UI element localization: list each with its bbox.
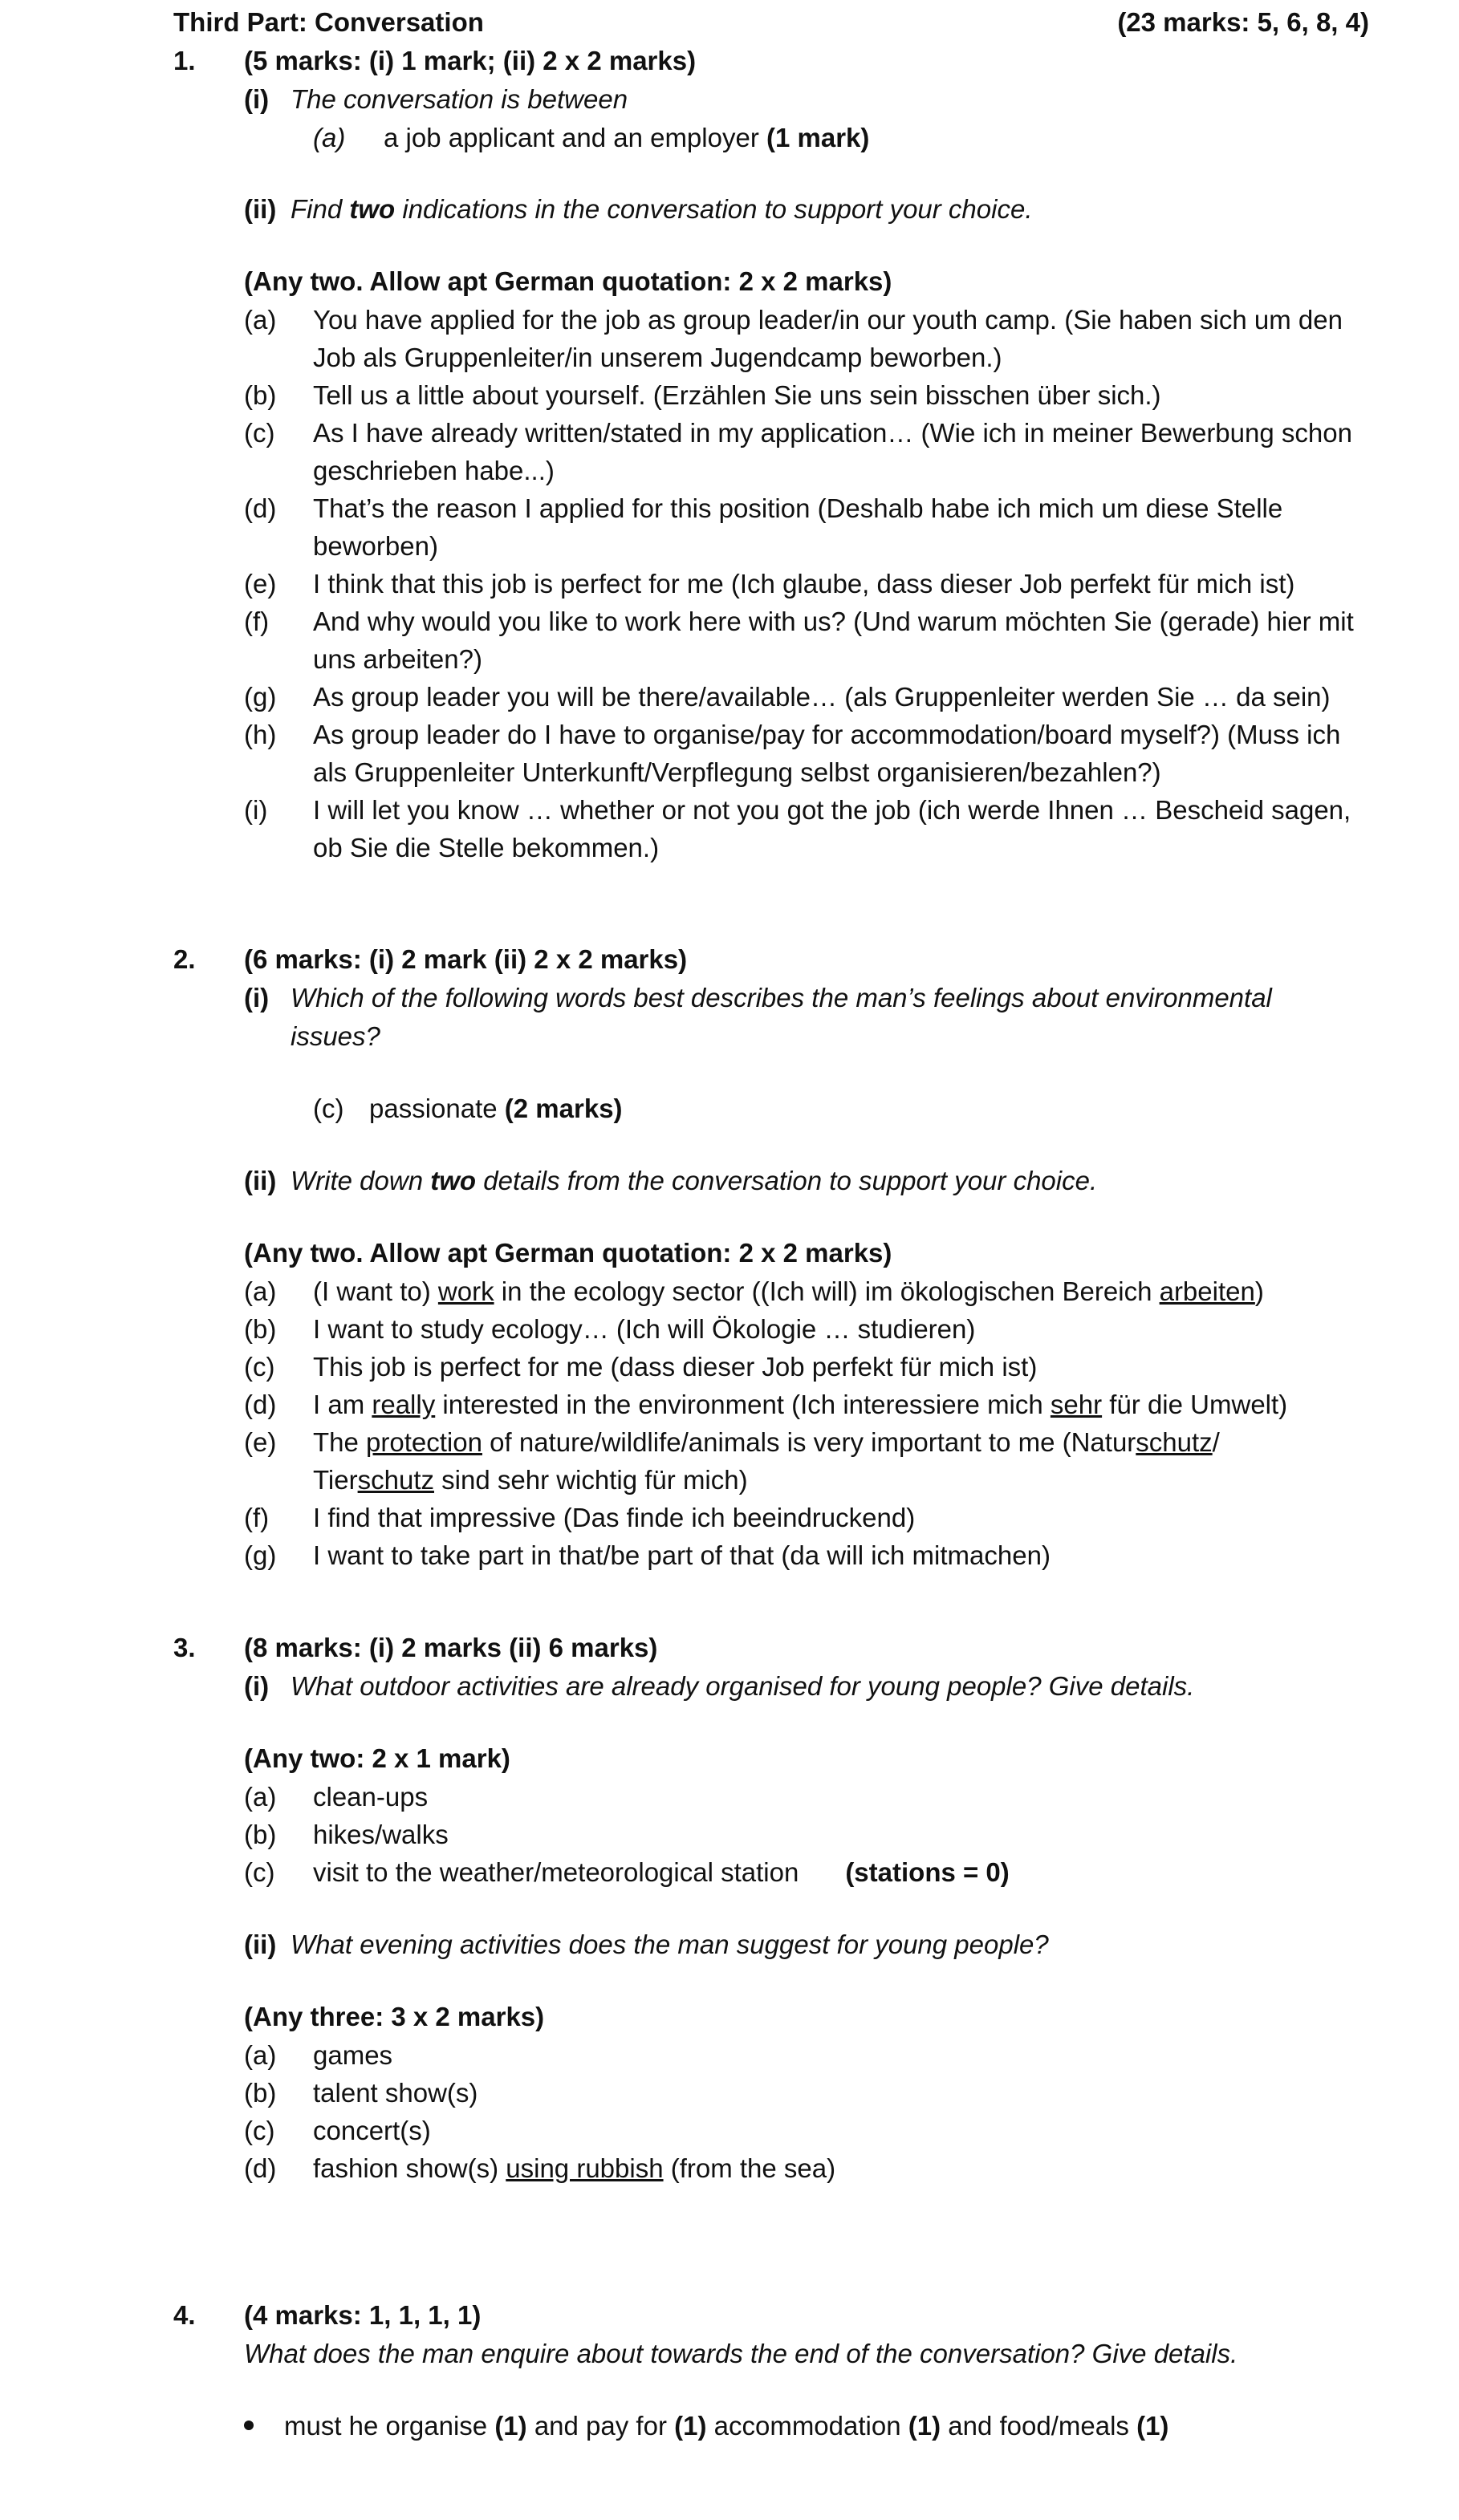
- q4-question: What does the man enquire about towards the end of the conversation? Give details.: [244, 2339, 1238, 2368]
- q4-number: 4.: [173, 2300, 196, 2330]
- q3-part-ii-instruction: (Any three: 3 x 2 marks): [244, 2002, 545, 2031]
- list-item: (b) I want to study ecology… (Ich will Ökologie … studieren): [244, 1314, 976, 1344]
- q3-marks: (8 marks: (i) 2 marks (ii) 6 marks): [244, 1633, 658, 1662]
- list-item: (a) You have applied for the job as group leader/in our youth camp. (Sie haben sich um den Job als Gruppenleiter/in unserem Jugendcamp beworben.): [244, 305, 1343, 372]
- list-item: (f) And why would you like to work here with us? (Und warum möchten Sie (gerade) hier mit uns arbeiten?): [244, 607, 1354, 674]
- q1-part-ii-question: (ii) Find two indications in the conversation to support your choice.: [244, 194, 1033, 224]
- list-item: (d) That’s the reason I applied for this position (Deshalb habe ich mich um diese Stelle beworben): [244, 493, 1283, 561]
- q2-part-ii-question: (ii) Write down two details from the conversation to support your choice.: [244, 1166, 1098, 1195]
- q2-part-i-question-line2: issues?: [291, 1021, 380, 1051]
- q2-any-two-instruction: (Any two. Allow apt German quotation: 2 x 2 marks): [244, 1238, 892, 1268]
- list-item: (b) hikes/walks: [244, 1820, 449, 1849]
- list-item: (e) The protection of nature/wildlife/animals is very important to me (Naturschutz/ Tierschutz sind sehr wichtig für mich): [244, 1427, 1220, 1495]
- section-total-marks: (23 marks: 5, 6, 8, 4): [1117, 7, 1369, 37]
- list-item: (c) As I have already written/stated in my application… (Wie ich in meiner Bewerbung schon geschrieben habe...): [244, 418, 1352, 485]
- list-item: (f) I find that impressive (Das finde ich beeindruckend): [244, 1503, 916, 1532]
- bullet-icon: [244, 2421, 254, 2430]
- section-header: [173, 3, 1369, 43]
- list-item: (c) This job is perfect for me (dass dieser Job perfekt für mich ist): [244, 1352, 1038, 1382]
- q3-part-i-instruction: (Any two: 2 x 1 mark): [244, 1743, 510, 1773]
- q4-answer-bullet: must he organise (1) and pay for (1) accommodation (1) and food/meals (1): [244, 2407, 1168, 2445]
- list-item: (a) clean-ups: [244, 1782, 429, 1812]
- list-item: (e) I think that this job is perfect for me (Ich glaube, dass dieser Job perfekt für mich ist): [244, 569, 1295, 599]
- q3-part-ii-question: (ii) What evening activities does the man suggest for young people?: [244, 1930, 1049, 1959]
- q1-any-two-instruction: (Any two. Allow apt German quotation: 2 x 2 marks): [244, 266, 892, 296]
- list-item: (a) (I want to) work in the ecology sector ((Ich will) im ökologischen Bereich arbeiten): [244, 1276, 1264, 1306]
- q2-answer-list: [244, 1272, 1368, 1574]
- list-item: (i) I will let you know … whether or not you got the job (ich werde Ihnen … Bescheid sagen, ob Sie die Stelle bekommen.): [244, 795, 1351, 862]
- q2-part-i-answer: (c) passionate (2 marks): [313, 1094, 623, 1123]
- q2-number: 2.: [173, 944, 196, 974]
- list-item: (a) games: [244, 2040, 393, 2070]
- q1-marks: (5 marks: (i) 1 mark; (ii) 2 x 2 marks): [244, 46, 697, 75]
- q4-marks: (4 marks: 1, 1, 1, 1): [244, 2300, 482, 2330]
- q3-part-i-question: (i) What outdoor activities are already organised for young people? Give details.: [244, 1671, 1195, 1701]
- q1-number: 1.: [173, 46, 196, 75]
- list-item: (b) Tell us a little about yourself. (Erzählen Sie uns sein bisschen über sich.): [244, 380, 1161, 410]
- q1-part-i-answer: (a) a job applicant and an employer (1 mark): [313, 123, 870, 152]
- q3-number: 3.: [173, 1633, 196, 1662]
- list-item: (c) visit to the weather/meteorological station (stations = 0): [244, 1857, 1010, 1887]
- q1-answer-list: [244, 301, 1368, 866]
- section-title: Third Part: Conversation: [173, 7, 484, 37]
- q2-marks: (6 marks: (i) 2 mark (ii) 2 x 2 marks): [244, 944, 688, 974]
- stations-note: (stations = 0): [845, 1857, 1010, 1887]
- list-item: (d) fashion show(s) using rubbish (from the sea): [244, 2153, 836, 2183]
- list-item: (c) concert(s): [244, 2116, 431, 2145]
- q3-part-ii-answer-list: [244, 2036, 1368, 2187]
- list-item: (g) I want to take part in that/be part of that (da will ich mitmachen): [244, 1540, 1051, 1570]
- list-item: (g) As group leader you will be there/available… (als Gruppenleiter werden Sie … da sein): [244, 682, 1331, 712]
- q3-part-i-answer-list: [244, 1778, 1368, 1891]
- q2-part-i-question: (i) Which of the following words best describes the man’s feelings about environmental: [244, 983, 1272, 1012]
- q1-part-i-question: (i) The conversation is between: [244, 84, 628, 114]
- list-item: (b) talent show(s): [244, 2078, 478, 2108]
- list-item: (h) As group leader do I have to organise/pay for accommodation/board myself?) (Muss ich als Gruppenleiter Unterkunft/Verpflegung selbst organisieren/bezahlen?): [244, 720, 1341, 787]
- list-item: (d) I am really interested in the environment (Ich interessiere mich sehr für die Umwelt): [244, 1390, 1288, 1419]
